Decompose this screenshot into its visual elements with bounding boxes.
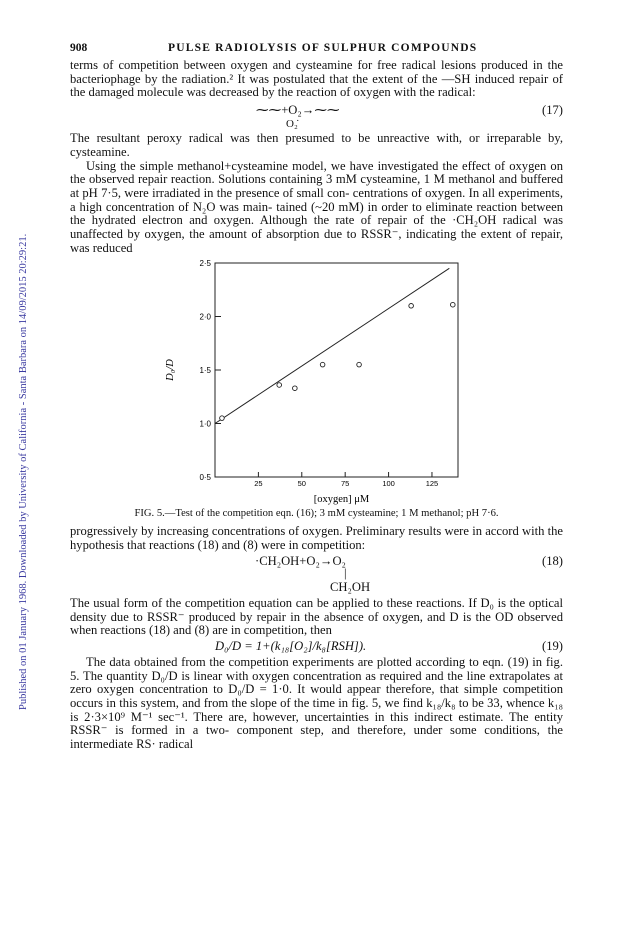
provenance-side-note	[6, 150, 29, 710]
x-tick-label: 50	[297, 479, 306, 489]
y-tick-label: 1·5	[199, 366, 211, 376]
equation-17-body: ⁓⁓+O₂→⁓⁓	[256, 103, 340, 118]
equation-18-number: (18)	[542, 553, 563, 568]
equation-17-subscript-radical: O₂̇	[286, 118, 298, 131]
paragraph-3: Using the simple methanol+cysteamine model, we have investigated the effect of oxygen on the observed repair reaction. Solutions containing 3 mM cysteamine, 1 M methanol and buffered at pH 7·5, were irradiated in the presence of small con- centrations of oxygen. In all experiments, a high concentration of N₂O was main- tained (~20 mM) in order to eliminate reaction between the hydrated electron and oxygen. Although the rate of repair of the ·CH₂OH radical was unaffected by oxygen, the amount of absorption due to RSSR⁻, indicating the extent of repair, was reduced	[70, 158, 563, 255]
x-tick-label: 75	[341, 479, 350, 489]
paragraph-6: The data obtained from the competition experiments are plotted according to eqn. (19) in fig. 5. The quantity D₀/D is linear with oxygen concentration as required and the line extrapolates at zero oxygen concentration to D₀/D = 1·0. It would appear therefore, that simple competition occurs in this system, and from the slope of the time in fig. 5, we find k₁₈/k₈ to be 33, whence k₁₈ is 2·3×10⁹ M⁻¹ sec⁻¹. There are, however, uncertainties in this indirect estimate. The entity RSSR⁻ is formed in a two- component step, and therefore, under some conditions, the intermediate RS· radical	[70, 654, 563, 752]
y-tick-label: 1·0	[199, 419, 211, 429]
y-tick-label: 2·0	[199, 312, 211, 322]
data-point	[357, 363, 362, 368]
equation-18-substituent: CH₂OH	[330, 579, 371, 594]
x-tick-label: 125	[425, 479, 439, 489]
equation-18-body: ·CH₂OH+O₂→O₂	[255, 553, 346, 568]
figure-5	[70, 259, 563, 506]
equation-18	[70, 553, 563, 597]
y-tick-label: 2·5	[199, 259, 211, 269]
side-note-text: Published on 01 January 1968. Downloaded by University of California - Santa Barbara on 14/09/2015 20:29:21.	[18, 233, 29, 710]
data-point	[293, 386, 298, 391]
paragraph-2: The resultant peroxy radical was then presumed to be unreactive with, or irreparable by, cysteamine.	[70, 131, 563, 159]
running-title: PULSE RADIOLYSIS OF SULPHUR COMPOUNDS	[168, 42, 478, 54]
equation-18-bond: |	[344, 565, 347, 580]
journal-page	[70, 42, 563, 752]
figure-caption: FIG. 5.—Test of the competition eqn. (16); 3 mM cysteamine; 1 M methanol; pH 7·6.	[134, 508, 499, 520]
paragraph-1: terms of competition between oxygen and cysteamine for free radical lesions produced in the bacteriophage by the radiation.² It was postulated that the extent of the —SH induced repair of the damaged molecule was decreased by the reaction of oxygen with the radical:	[70, 58, 563, 100]
x-axis-label: [oxygen] μM	[313, 494, 370, 506]
equation-19-number: (19)	[542, 638, 563, 653]
data-point	[450, 303, 455, 308]
fit-line	[215, 269, 449, 424]
running-header	[70, 42, 563, 54]
equation-19-body: D₀/D = 1+(k₁₈[O₂]/k₈[RSH]).	[215, 638, 367, 653]
paragraph-4: progressively by increasing concentrations of oxygen. Preliminary results were in accord with the hypothesis that reactions (18) and (8) were in competition:	[70, 524, 563, 553]
equation-17	[70, 102, 563, 132]
paragraph-5: The usual form of the competition equation can be applied to these reactions. If D₀ is the optical density due to RSSR⁻ produced by repair in the absence of oxygen, and D is the OD observed when reactions (18) and (8) are in competition, then	[70, 595, 563, 638]
plot-frame	[215, 263, 458, 477]
y-tick-label: 0·5	[199, 473, 211, 483]
data-point	[277, 383, 282, 388]
x-tick-label: 100	[382, 479, 395, 489]
competition-plot	[70, 259, 563, 506]
y-axis-label: D₀/D	[165, 359, 176, 382]
equation-19	[70, 638, 563, 656]
data-point	[409, 304, 414, 309]
data-point	[320, 363, 325, 368]
x-tick-label: 25	[254, 479, 263, 489]
data-point	[220, 416, 225, 421]
equation-17-number: (17)	[542, 103, 563, 118]
page-number: 908	[70, 42, 88, 54]
